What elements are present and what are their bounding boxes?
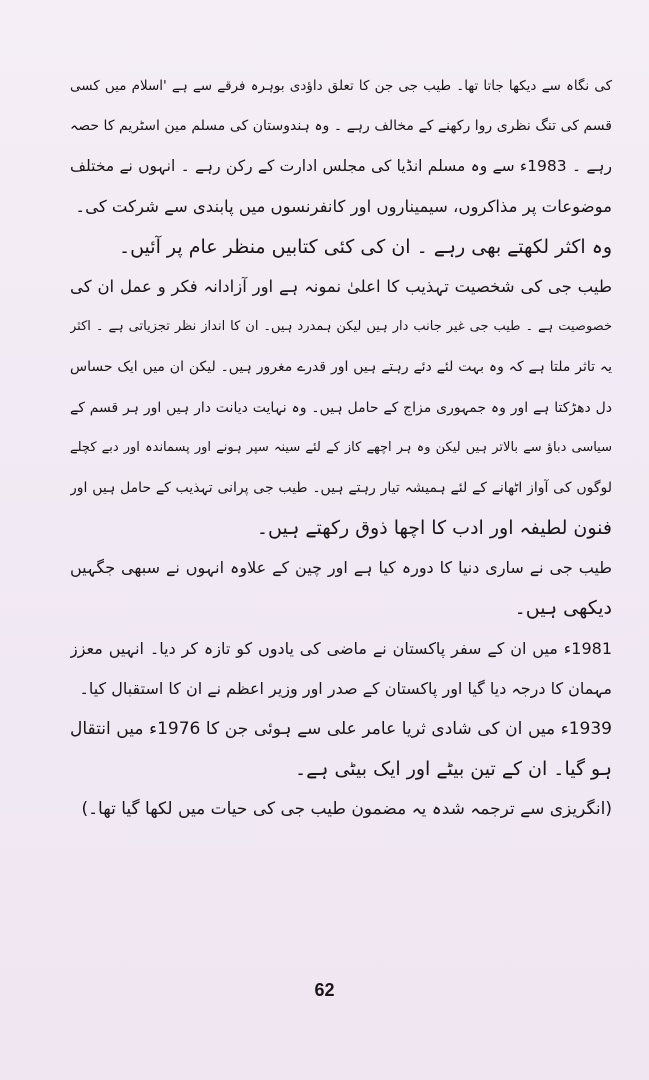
text-line: لوگوں کی آواز اٹھانے کے لئے ہمیشہ تیار رہتے ہیں۔ طیب جی پرانی تہذیب کے حامل ہیں اور — [70, 479, 612, 496]
text-line: طیب جی نے ساری دنیا کا دورہ کیا ہے اور چین کے علاوہ انہوں نے سبھی جگہیں — [70, 558, 612, 578]
text-line: دیکھی ہیں۔ — [514, 597, 612, 620]
text-line: ہو گیا۔ ان کے تین بیٹے اور ایک بیٹی ہے۔ — [295, 758, 612, 781]
text-line: وہ اکثر لکھتے بھی رہے ۔ ان کی کئی کتابیں منظر عام پر آئیں۔ — [118, 235, 612, 258]
text-line: (انگریزی سے ترجمہ شدہ یہ مضمون طیب جی کی حیات میں لکھا گیا تھا۔) — [81, 799, 612, 820]
text-line: طیب جی کی شخصیت تہذیب کا اعلیٰ نمونہ ہے اور آزادانہ فکر و عمل ان کی — [70, 276, 612, 296]
text-line: موضوعات پر مذاکروں، سیمیناروں اور کانفرنسوں میں پابندی سے شرکت کی۔ — [75, 196, 612, 216]
text-line: فنون لطیفہ اور ادب کا اچھا ذوق رکھتے ہیں۔ — [256, 517, 612, 540]
text-line: خصوصیت ہے ۔ طیب جی غیر جانب دار ہیں لیکن ہمدرد ہیں۔ ان کا انداز نظر تجزیاتی ہے ۔ اکثر — [70, 319, 612, 335]
text-line: یہ تاثر ملتا ہے کہ وہ بہت لئے دئے رہتے ہیں اور قدرے مغرور ہیں۔ لیکن ان میں ایک حساس — [70, 359, 612, 376]
text-line: 1981ء میں ان کے سفر پاکستان نے ماضی کی یادوں کو تازہ کر دیا۔ انہیں معزز — [70, 638, 612, 658]
text-line: قسم کی تنگ نظری روا رکھنے کے مخالف رہے ۔ وہ ہندوستان کی مسلم مین اسٹریم کا حصہ — [70, 118, 612, 135]
text-line: 1939ء میں ان کی شادی ثریا عامر علی سے ہوئی جن کا 1976ء میں انتقال — [70, 719, 612, 739]
text-line: دل دھڑکتا ہے اور وہ جمہوری مزاج کے حامل ہیں۔ وہ نہایت دیانت دار ہیں اور ہر قسم کے — [70, 399, 612, 416]
text-line: رہے ۔ 1983ء سے وہ مسلم انڈیا کی مجلس ادارت کے رکن رہے ۔ انہوں نے مختلف — [70, 157, 612, 176]
text-line: کی نگاہ سے دیکھا جاتا تھا۔ طیب جی جن کا تعلق داؤدی بوہرہ فرقے سے ہے 'اسلام میں کسی — [70, 78, 612, 94]
text-line: مہمان کا درجہ دیا گیا اور پاکستان کے صدر اور وزیر اعظم نے ان کا استقبال کیا۔ — [79, 678, 612, 698]
page-number: 62 — [314, 980, 335, 1000]
urdu-text-body — [70, 66, 612, 830]
text-line: سیاسی دباؤ سے بالاتر ہیں لیکن وہ ہر اچھے کاز کے لئے سینہ سپر ہونے اور پسماندہ اور دبے کچلے — [70, 439, 612, 455]
